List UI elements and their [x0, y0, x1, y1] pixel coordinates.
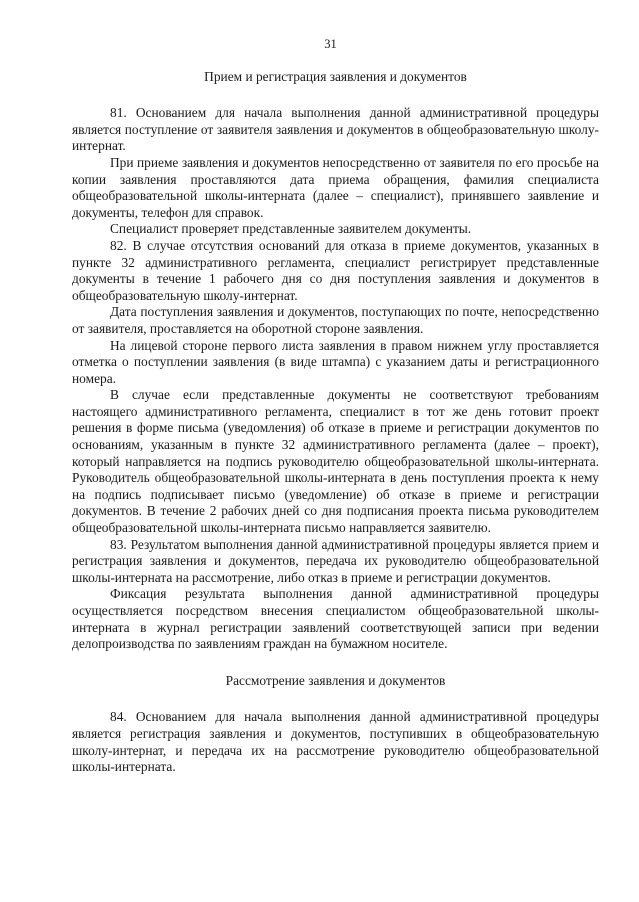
section-heading-reception: Прием и регистрация заявления и документов: [204, 68, 467, 84]
paragraph-83: 83. Результатом выполнения данной административной процедуры является прием и регистрация заявления и документов, передача их руководителю общеобразовательной школы-интерната на рассмотрение, либо отказ в приеме и регистрации документов.: [72, 536, 599, 585]
paragraph-postal-date: Дата поступления заявления и документов, поступающих по почте, непосредственно от заявителя, проставляется на оборотной стороне заявления.: [72, 304, 599, 336]
paragraph-fixation: Фиксация результата выполнения данной административной процедуры осуществляется посредством внесения специалистом общеобразовательной школы-интерната в журнал регистрации заявлений соответствующей записи при ведении делопроизводства по заявлениям граждан на бумажном носителе.: [72, 586, 599, 652]
paragraph-copy-stamp: При приеме заявления и документов непосредственно от заявителя по его просьбе на копии заявления проставляются дата приема обращения, фамилия специалиста общеобразовательной школы-интерната (далее – специалист), принявшего заявление и документы, телефон для справок.: [72, 154, 599, 220]
section-heading-review: Рассмотрение заявления и документов: [225, 672, 446, 688]
paragraph-82: 82. В случае отсутствия оснований для отказа в приеме документов, указанных в пункте 32 административного регламента, специалист регистрирует представленные документы в течение 1 рабочего дня со дня поступления заявления и документов в общеобразовательную школу-интернат.: [72, 237, 599, 303]
paragraph-refusal: В случае если представленные документы не соответствуют требованиям настоящего административного регламента, специалист в тот же день готовит проект решения в форме письма (уведомления) об отказе в приеме и регистрации документов по основаниям, указанным в пункте 32 административного регламента (далее – проект), который направляется на подпись руководителю общеобразовательной школы-интерната. Руководитель общеобразовательной школы-интерната в день поступления проекта к нему на подпись подписывает письмо (уведомление) об отказе в приеме и регистрации документов. В течение 2 рабочих дней со дня подписания проекта письма руководителем общеобразовательной школы-интерната письмо направляется заявителю.: [72, 387, 599, 536]
section-body-review: [72, 709, 599, 775]
page-number: 31: [324, 37, 337, 51]
paragraph-84: 84. Основанием для начала выполнения данной административной процедуры является регистрация заявления и документов, поступивших в общеобразовательную школу-интернат, и передача их на рассмотрение руководителю общеобразовательной школы-интерната.: [72, 709, 599, 775]
paragraph-81: 81. Основанием для начала выполнения данной административной процедуры является поступление от заявителя заявления и документов в общеобразовательную школу-интернат.: [72, 105, 599, 154]
section-body-reception: [72, 105, 599, 653]
paragraph-check-documents: Специалист проверяет представленные заявителем документы.: [110, 221, 472, 237]
paragraph-front-side-mark: На лицевой стороне первого листа заявления в правом нижнем углу проставляется отметка о поступлении заявления (в виде штампа) с указанием даты и регистрационного номера.: [72, 337, 599, 386]
